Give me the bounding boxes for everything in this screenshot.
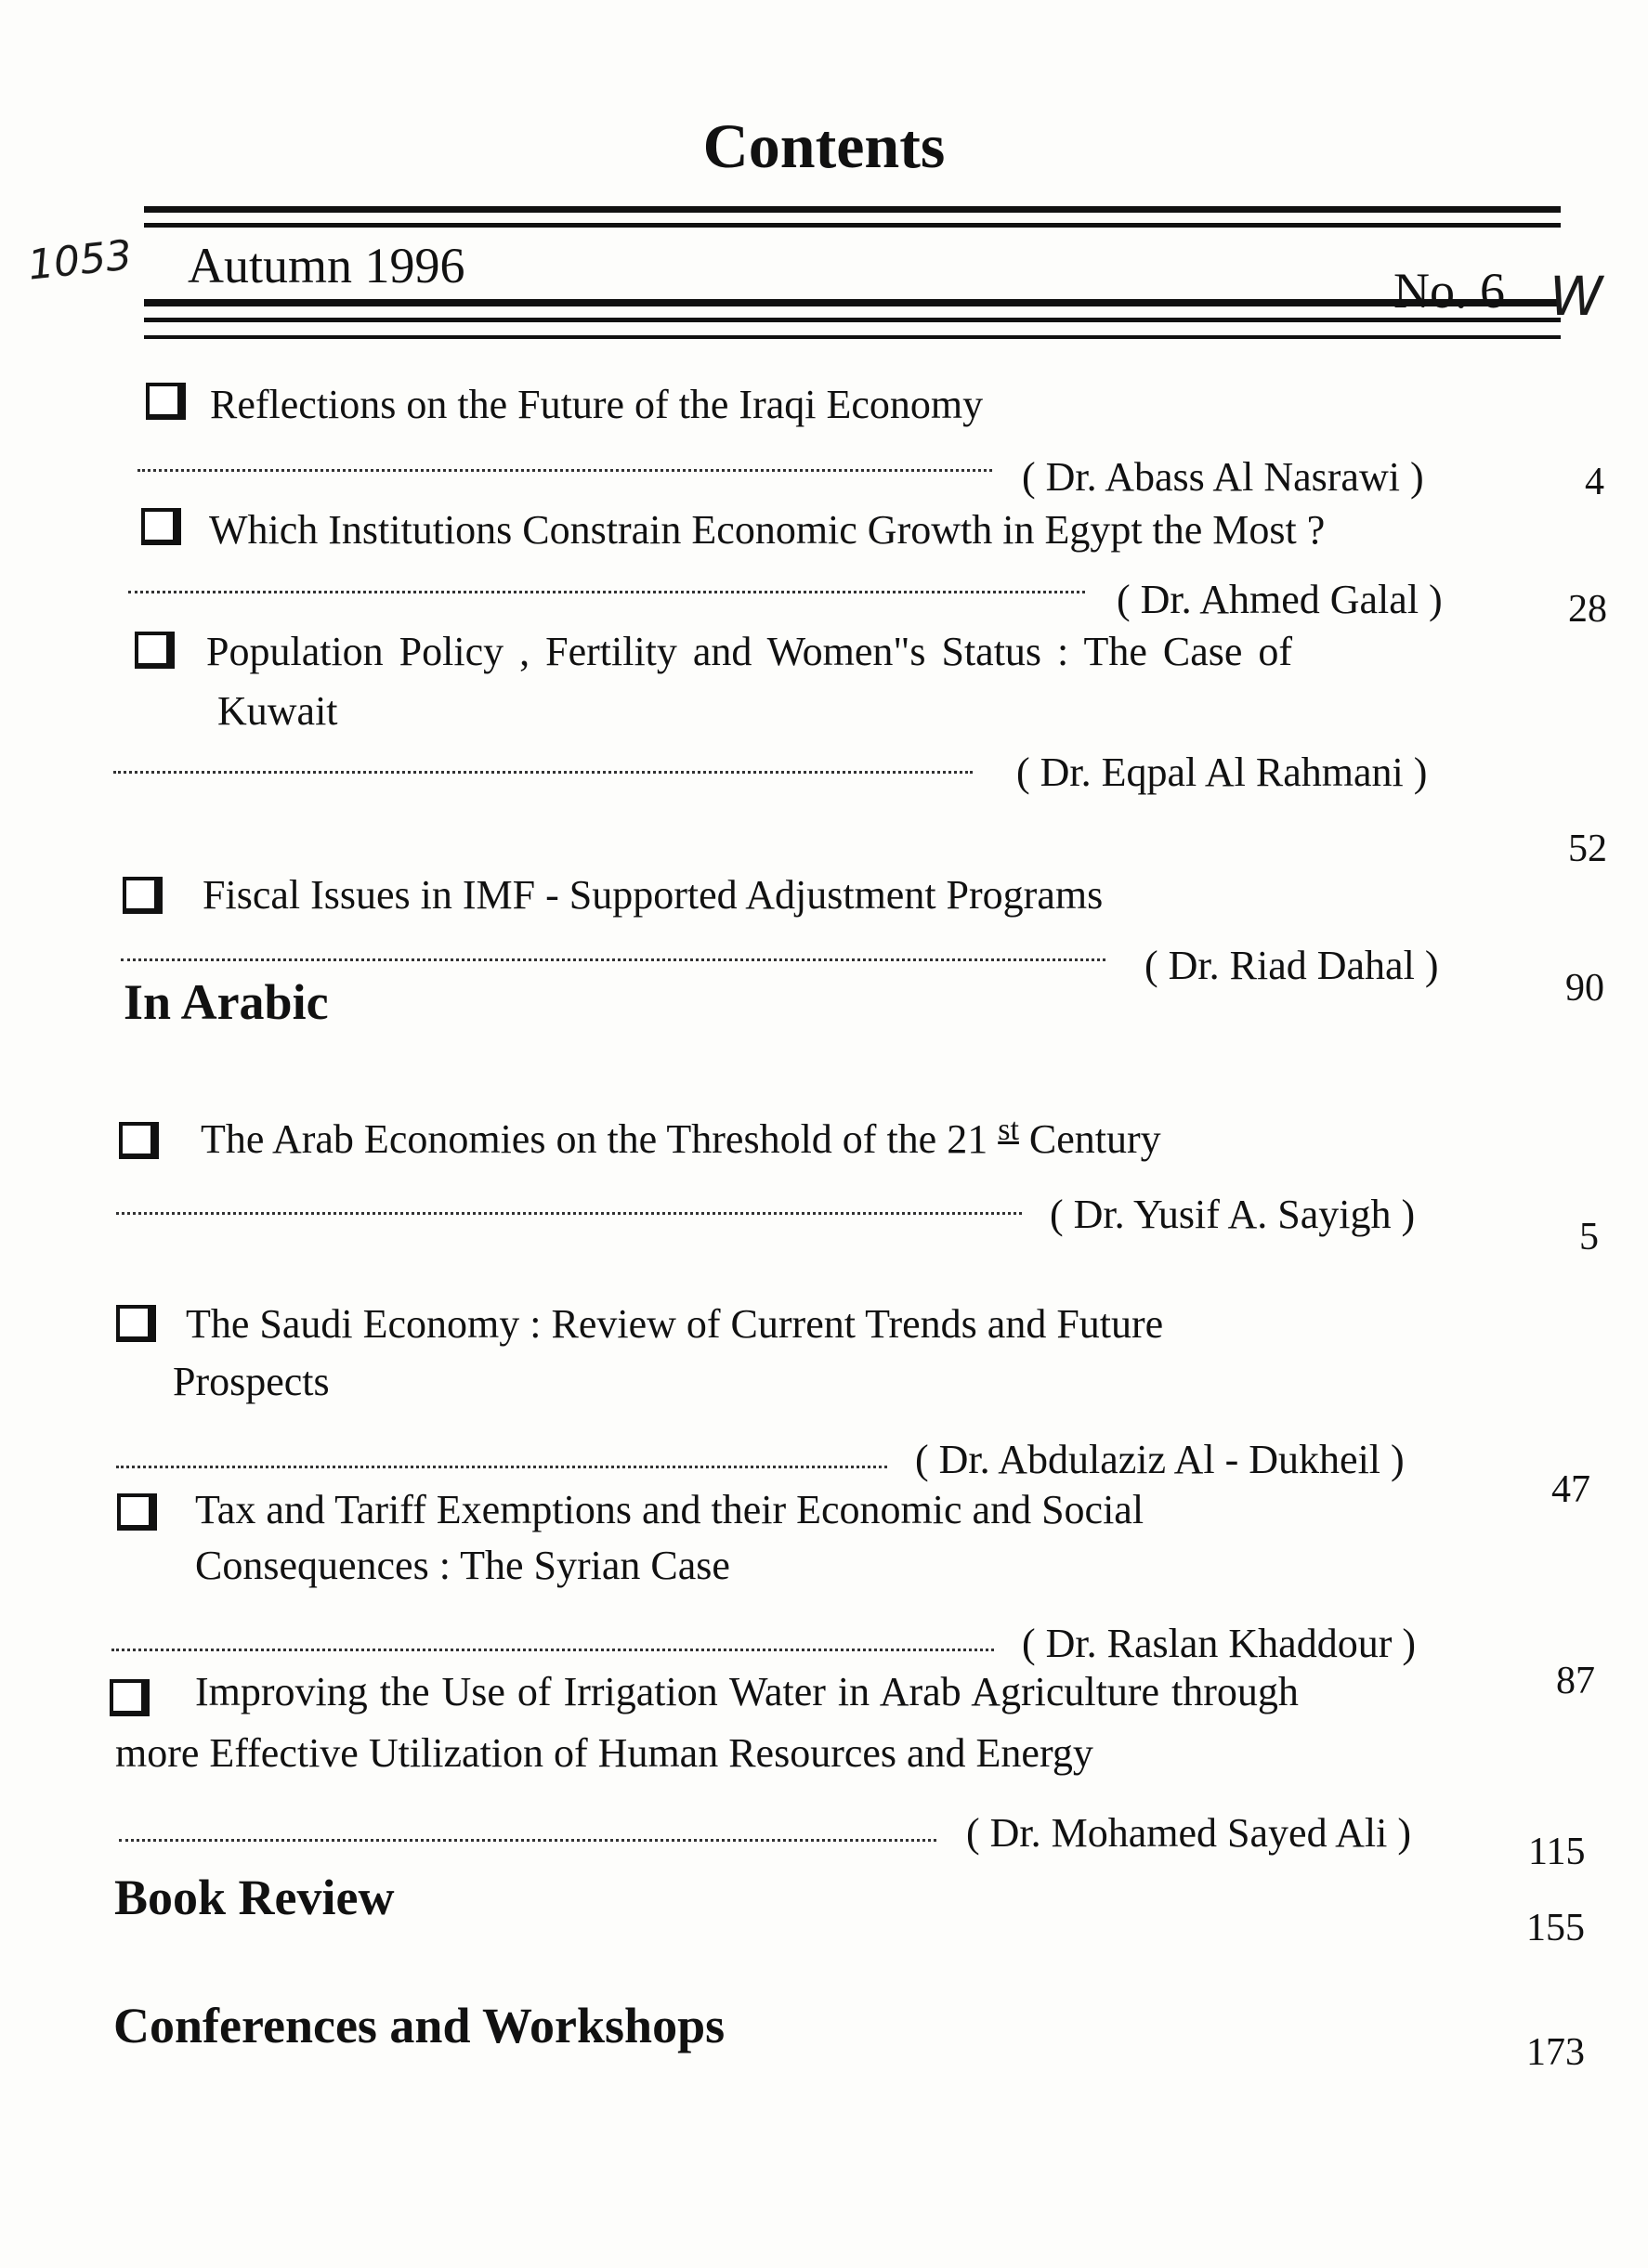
article-title: Tax and Tariff Exemptions and their Economic and Social bbox=[195, 1487, 1144, 1532]
checkbox-icon bbox=[110, 1679, 150, 1716]
article-author: ( Dr. Raslan Khaddour ) bbox=[1022, 1621, 1417, 1666]
dotted-leader bbox=[137, 469, 992, 472]
page-title: Contents bbox=[702, 111, 946, 181]
handwritten-note-right: W bbox=[1550, 265, 1603, 328]
header-rule-top bbox=[144, 223, 1561, 228]
article-author: ( Dr. Abdulaziz Al - Dukheil ) bbox=[915, 1437, 1405, 1482]
book-review-page: 155 bbox=[1526, 1907, 1585, 1949]
article-title-line2: Consequences : The Syrian Case bbox=[195, 1543, 730, 1588]
checkbox-icon bbox=[123, 877, 163, 914]
checkbox-icon bbox=[119, 1122, 159, 1159]
checkbox-icon bbox=[141, 508, 181, 545]
article-title: Population Policy , Fertility and Women"s Status : The Case of bbox=[206, 629, 1293, 674]
article-page: 52 bbox=[1568, 828, 1607, 870]
article-title-line2: Kuwait bbox=[217, 688, 338, 734]
header-rule-bottom-thin bbox=[144, 335, 1561, 339]
article-title: Improving the Use of Irrigation Water in Arab Agriculture through bbox=[195, 1669, 1299, 1714]
article-title: Which Institutions Constrain Economic Growth in Egypt the Most ? bbox=[209, 507, 1326, 553]
article-page: 5 bbox=[1579, 1216, 1599, 1258]
article-author: ( Dr. Riad Dahal ) bbox=[1144, 943, 1439, 988]
article-page: 90 bbox=[1565, 967, 1604, 1010]
article-title-line2: Prospects bbox=[173, 1359, 330, 1404]
article-title: Reflections on the Future of the Iraqi Economy bbox=[210, 382, 984, 427]
article-author: ( Dr. Abass Al Nasrawi ) bbox=[1022, 454, 1424, 500]
article-page: 4 bbox=[1585, 461, 1604, 503]
conferences-page: 173 bbox=[1526, 2031, 1585, 2074]
dotted-leader bbox=[116, 1212, 1022, 1215]
handwritten-note-left: 1053 bbox=[25, 231, 135, 290]
checkbox-icon bbox=[117, 1493, 157, 1531]
section-heading-in-arabic: In Arabic bbox=[124, 974, 329, 1030]
checkbox-icon bbox=[116, 1305, 156, 1342]
header-rule-bottom-thick bbox=[144, 299, 1561, 306]
article-page: 87 bbox=[1556, 1660, 1595, 1702]
section-heading-conferences: Conferences and Workshops bbox=[113, 1998, 726, 2053]
header-rule-top-thick bbox=[144, 206, 1561, 213]
article-page: 28 bbox=[1568, 588, 1607, 631]
article-author: ( Dr. Yusif A. Sayigh ) bbox=[1050, 1192, 1416, 1237]
article-title-line2: more Effective Utilization of Human Resources and Energy bbox=[115, 1730, 1093, 1776]
article-author: ( Dr. Ahmed Galal ) bbox=[1117, 577, 1443, 622]
checkbox-icon bbox=[135, 632, 175, 669]
article-title: The Saudi Economy : Review of Current Trends and Future bbox=[186, 1301, 1164, 1347]
article-title: The Arab Economies on the Threshold of the 21 $^{st}$ Century bbox=[201, 1113, 1161, 1162]
article-author: ( Dr. Eqpal Al Rahmani ) bbox=[1016, 749, 1428, 795]
section-heading-book-review: Book Review bbox=[114, 1870, 395, 1925]
issue-season: Autumn 1996 bbox=[188, 238, 465, 293]
dotted-leader bbox=[111, 1649, 994, 1651]
dotted-leader bbox=[116, 1466, 887, 1468]
dotted-leader bbox=[119, 1839, 936, 1842]
article-page: 115 bbox=[1528, 1831, 1586, 1873]
checkbox-icon bbox=[146, 383, 186, 420]
dotted-leader bbox=[113, 771, 973, 774]
issue-number: No. 6 bbox=[1393, 263, 1505, 319]
article-page: 47 bbox=[1551, 1468, 1590, 1511]
header-rule-bottom bbox=[144, 318, 1561, 322]
article-author: ( Dr. Mohamed Sayed Ali ) bbox=[966, 1810, 1412, 1856]
dotted-leader bbox=[128, 591, 1085, 593]
article-title: Fiscal Issues in IMF - Supported Adjustment Programs bbox=[203, 872, 1104, 918]
dotted-leader bbox=[121, 958, 1105, 961]
